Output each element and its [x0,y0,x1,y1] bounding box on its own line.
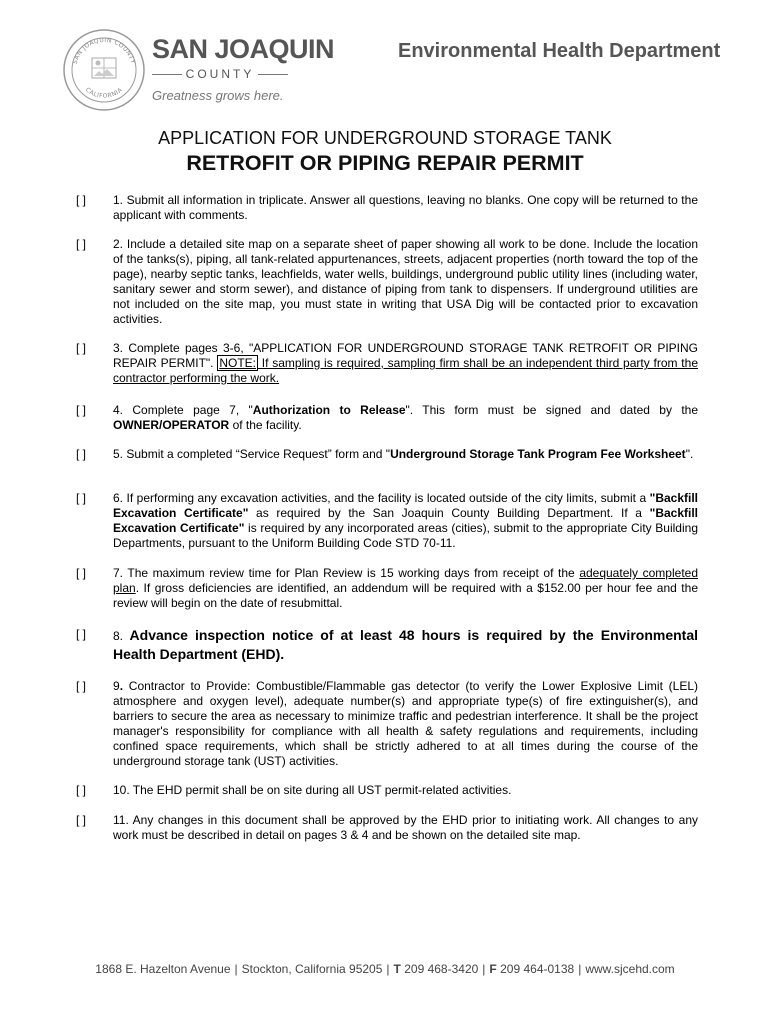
item-text: 9. Contractor to Provide: Combustible/Flammable gas detector (to verify the Lower Explosive Limit (LEL) atmosphere and oxygen level), adequate number(s) and appropriate type(s) of fire extinguisher(s), and barriers to secure the area as necessary to minimize traffic and pedestrian interference. It shall be the project manager's responsibility for compliance with all health & safety regulations and requirements, including confined space requirements, which shall be strictly adhered to at all times during the course of the underground storage tank (UST) activities. [113,679,698,768]
document-title-line1: APPLICATION FOR UNDERGROUND STORAGE TANK [158,128,612,148]
checkbox[interactable]: [ ] [76,193,87,207]
item-text: 10. The EHD permit shall be on site during all UST permit-related activities. [113,783,512,797]
item-text: 2. Include a detailed site map on a separate sheet of paper showing all work to be done. Include the location of the tanks(s), piping, all tank-related appurtenances, streets, adjacent properties (north toward the top of the page), nearby septic tanks, leachfields, water wells, buildings, underground public utility lines (including water, sanitary sewer and storm sewer), and distance of piping from tank to dispensers. If underground utilities are not included on the site map, you must state in writing that USA Dig will be contacted prior to excavation activities. [113,237,698,326]
checkbox[interactable]: [ ] [76,813,87,827]
checkbox[interactable]: [ ] [76,783,87,797]
county-seal-logo [62,28,146,112]
checkbox[interactable]: [ ] [76,403,87,417]
document-title-line2: RETROFIT OR PIPING REPAIR PERMIT [186,151,584,175]
item-text: 4. Complete page 7, "Authorization to Release". This form must be signed and dated by the OWNER/OPERATOR of the facility. [113,403,698,432]
footer-address: 1868 E. Hazelton Avenue [95,962,231,976]
item-text: 1. Submit all information in triplicate. Answer all questions, leaving no blanks. One copy will be returned to the applicant with comments. [113,193,698,222]
checkbox[interactable]: [ ] [76,627,87,641]
county-subtitle: COUNTY [152,66,288,82]
checkbox[interactable]: [ ] [76,491,87,505]
checkbox[interactable]: [ ] [76,447,87,461]
checkbox[interactable]: [ ] [76,237,87,251]
item-text: 8. Advance inspection notice of at least 48 hours is required by the Environmental Health Department (EHD). [113,627,698,662]
checkbox[interactable]: [ ] [76,566,87,580]
footer-phone: 209 468-3420 [404,962,479,976]
item-text: 3. Complete pages 3-6, "APPLICATION FOR UNDERGROUND STORAGE TANK RETROFIT OR PIPING REPAIR PERMIT". NOTE: If sampling is required, sampling firm shall be an independent third party from the contractor performing the work. [113,341,698,385]
page-header [0,0,770,120]
county-tagline: Greatness grows here. [152,88,284,103]
department-name: Environmental Health Department [398,40,721,62]
note-text: If sampling is required, sampling firm shall be an independent third party from the contractor performing the work. [113,356,698,385]
item-text: 6. If performing any excavation activities, and the facility is located outside of the city limits, submit a "Backfill Excavation Certificate" as required by the San Joaquin County Building Department. If a "Backfill Excavation Certificate" is required by any incorporated areas (cities), submit to the appropriate City Building Departments, pursuant to the Uniform Building Code STD 70-11. [113,491,698,550]
divider [152,74,182,75]
county-name: SAN JOAQUIN [152,34,335,64]
item-text: 7. The maximum review time for Plan Review is 15 working days from receipt of the adequately completed plan. If gross deficiencies are identified, an addendum will be required with a $152.00 per hour fee and the review will begin on the date of resubmittal. [113,566,699,610]
footer-city: Stockton, California 95205 [241,962,383,976]
svg-text:CALIFORNIA: CALIFORNIA [83,86,125,100]
checkbox[interactable]: [ ] [76,679,87,693]
page-footer: 1868 E. Hazelton Avenue | Stockton, California 95205 | T 209 468-3420 | F 209 464-0138 | www.sjcehd.com [95,962,675,976]
item-text: 5. Submit a completed “Service Request” form and "Underground Storage Tank Program Fee Worksheet". [113,447,694,461]
svg-text:SAN JOAQUIN COUNTY: SAN JOAQUIN COUNTY [71,36,137,65]
item-text: 11. Any changes in this document shall be approved by the EHD prior to initiating work. All changes to any work must be described in detail on pages 3 & 4 and be shown on the detailed site map. [113,813,698,842]
footer-fax: 209 464-0138 [500,962,575,976]
divider [258,74,288,75]
footer-website-link[interactable]: www.sjcehd.com [585,962,675,976]
note-label: NOTE: [219,356,256,370]
checkbox[interactable]: [ ] [76,341,87,355]
